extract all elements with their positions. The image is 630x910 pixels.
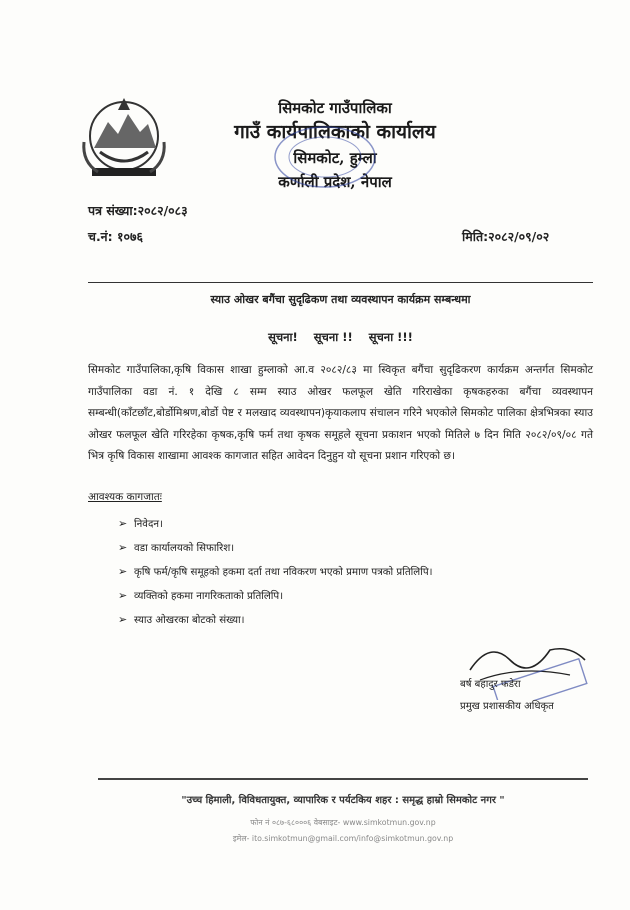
office-name: गाउँ कार्यपालिकाको कार्यालय [234, 121, 436, 143]
notice-heading [88, 330, 593, 345]
documents-list [118, 512, 433, 632]
list-item [118, 512, 433, 536]
arrow-bullet-icon: ➢ [118, 541, 128, 554]
document-item-label: वडा कार्यालयको सिफारिश। [134, 543, 235, 554]
signatory-title: प्रमुख प्रशासकीय अधिकृत [460, 701, 554, 712]
list-item [118, 584, 433, 608]
document-item-label: निवेदन। [134, 519, 163, 530]
notice-word: सूचना !!! [368, 330, 413, 344]
arrow-bullet-icon: ➢ [118, 565, 128, 578]
signatory-name: बर्ष बहादुर फडेरा [460, 679, 521, 690]
dispatch-number: च.नं: १०७६ [88, 229, 143, 244]
documents-title: आवश्यक कागजातः [88, 491, 162, 503]
document-item-label: स्याउ ओखरका बोटको संख्या। [134, 615, 245, 626]
province-country: कर्णाली प्रदेश, नेपाल [278, 173, 392, 191]
arrow-bullet-icon: ➢ [118, 613, 128, 626]
footer-divider [98, 778, 588, 780]
nepal-emblem-icon [78, 92, 170, 184]
letter-number: पत्र संख्या:२०८२/०८३ [88, 203, 188, 218]
list-item [118, 608, 433, 632]
document-item-label: व्यक्तिको हकमा नागरिकताको प्रतिलिपि। [134, 591, 284, 602]
subject-line: स्याउ ओखर बगैंचा सुदृढिकण तथा व्यवस्थापन कार्यक्रम सम्बन्धमा [210, 293, 471, 306]
footer-motto: "उच्च हिमाली, विविधतायुक्त, व्यापारिक र पर्यटकिय शहर : समृद्ध हाम्रो सिमकोट नगर " [181, 795, 505, 806]
document-item-label: कृषि फर्म/कृषि समूहको हकमा दर्ता तथा नविकरण भएको प्रमाण पत्रको प्रतिलिपि। [134, 567, 433, 578]
notice-word: सूचना! [268, 330, 298, 344]
header-divider [88, 282, 593, 283]
list-item [118, 560, 433, 584]
notice-word: सूचना !! [313, 330, 353, 344]
letter-date: मिति:२०८२/०९/०२ [462, 229, 550, 244]
notice-body: सिमकोट गाउँपालिका,कृषि विकास शाखा हुम्लाको आ.व २०८२/८३ मा स्विकृत बगैंचा सुदृढिकरण कार्यक्रम अन्तर्गत सिमकोट गाउँपालिका वडा नं. १ देखि ८ सम्म स्याउ ओखर फलफूल खेति गरिराखेका कृषकहरुका बगैंचा व्यवस्थापन सम्बन्धी(काँटछाँट,बोर्डोमिश्रण,बोर्डो पेष्ट र मलखाद व्यवस्थापन)कृयाकलाप संचालन गरिने भएकोले सिमकोट पालिका क्षेत्रभित्रका स्याउ ओखर फलफूल खेति गरिरहेका कृषक,कृषि फर्म तथा कृषक समूहले सूचना प्रकाशन भएको मितिले ७ दिन मिति २०८२/०९/०८ गते भित्र कृषि विकास शाखामा आवश्क कागजात सहित आवेदन दिनुहुन यो सूचना प्रशान गरिएको छ। [88, 364, 593, 462]
arrow-bullet-icon: ➢ [118, 517, 128, 530]
municipality-name: सिमकोट गाउँपालिका [278, 99, 392, 117]
list-item [118, 536, 433, 560]
footer-contact: फोन नं ०८७-६८०००६ वेबसाइट- www.simkotmun.gov.np [250, 818, 436, 827]
arrow-bullet-icon: ➢ [118, 589, 128, 602]
office-stamp-icon [270, 122, 380, 192]
footer-email: इमेल- ito.simkotmun@gmail.com/info@simkotmun.gov.np [232, 834, 454, 843]
office-address: सिमकोट, हुम्ला [293, 149, 377, 167]
